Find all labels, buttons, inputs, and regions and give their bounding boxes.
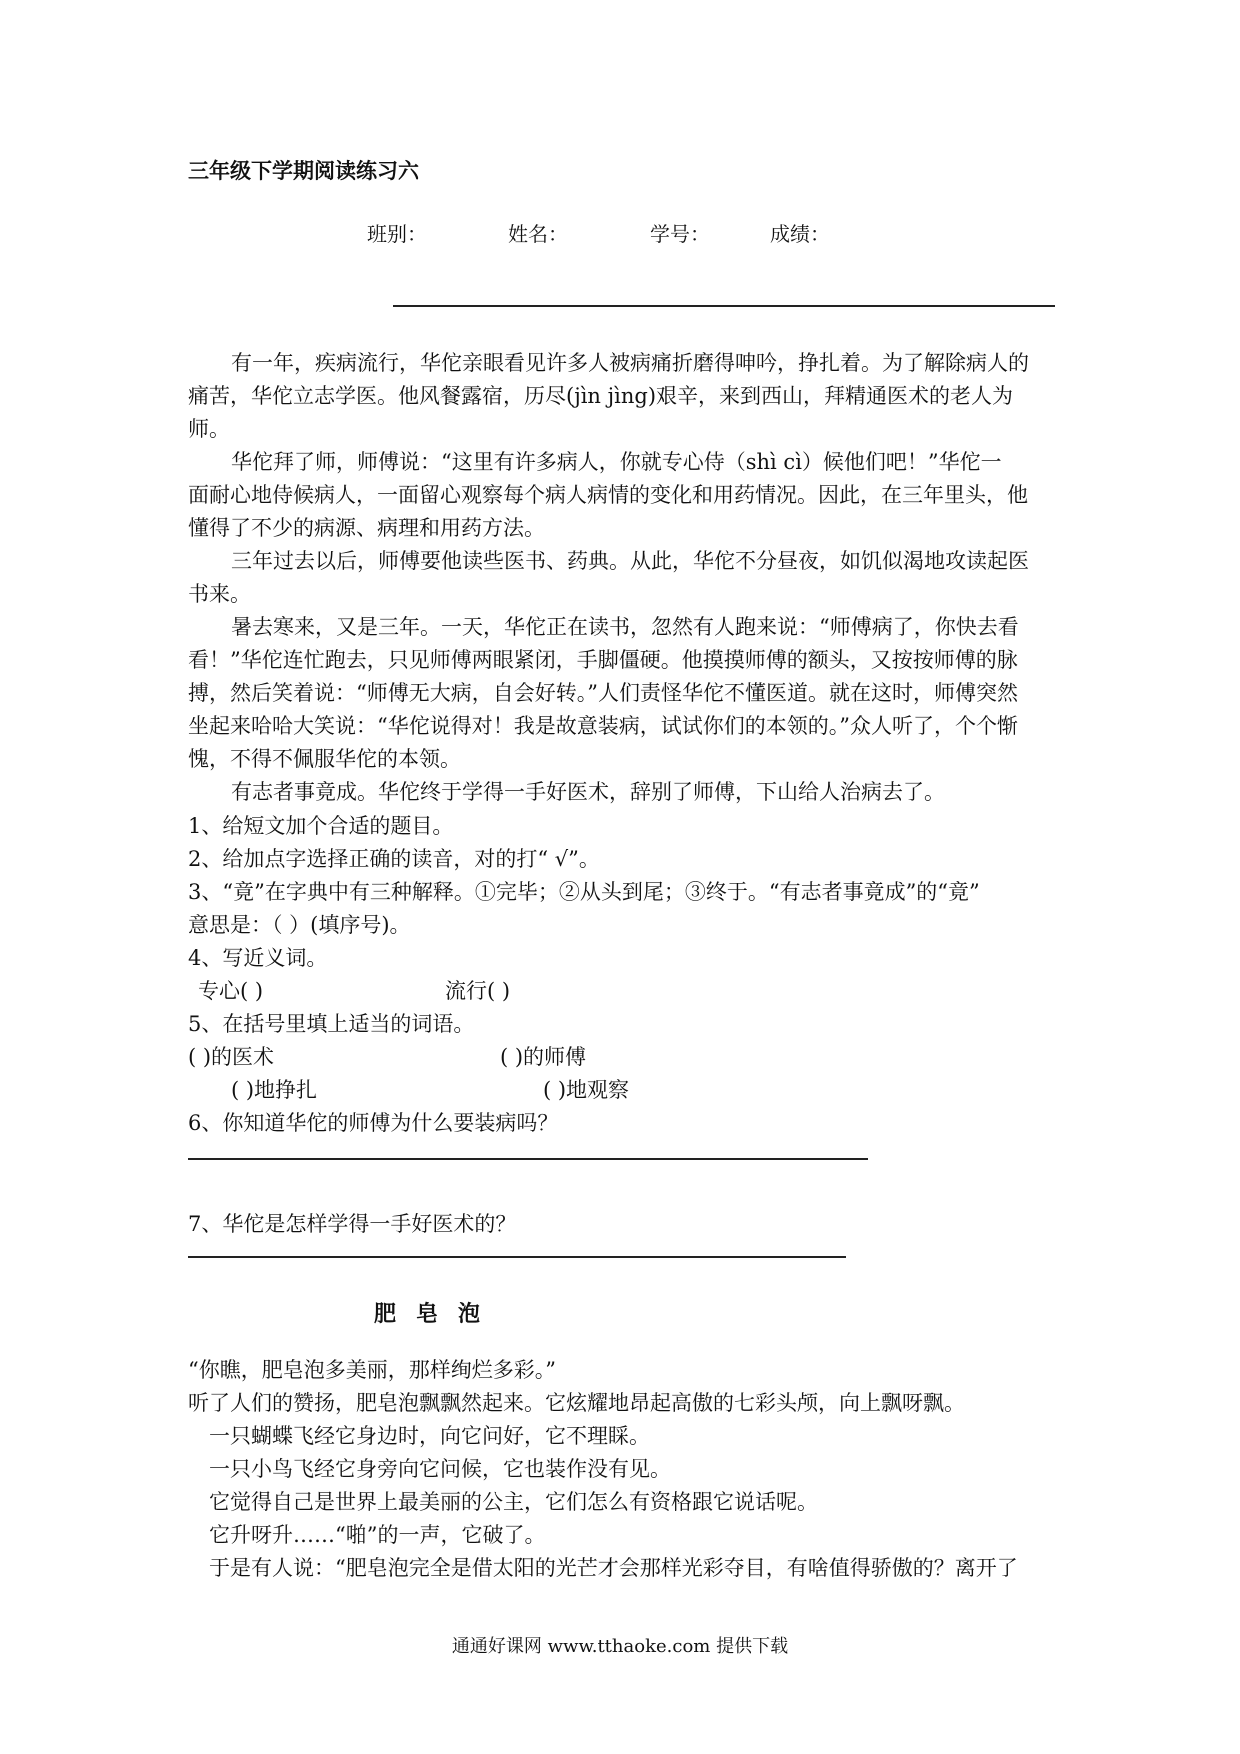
question-5: 5、在括号里填上适当的词语。 — [188, 1012, 475, 1036]
passage-line: 三年过去以后，师傅要他读些医书、药典。从此，华佗不分昼夜，如饥似渴地攻读起医 — [231, 549, 1029, 573]
synonym-blank-1: 专心( ) — [198, 979, 264, 1003]
word-blank-a: ( )的医术 — [188, 1045, 275, 1069]
word-blank-b: ( )的师傅 — [500, 1045, 587, 1069]
page-title: 三年级下学期阅读练习六 — [188, 158, 419, 183]
question-7: 7、华佗是怎样学得一手好医术的？ — [188, 1212, 517, 1236]
answer-line-7 — [188, 1256, 846, 1258]
soap-line: 它升呀升……“啪”的一声，它破了。 — [209, 1523, 546, 1547]
passage-line: 华佗拜了师，师傅说：“这里有许多病人，你就专心侍（shì cì）候他们吧！”华佗一 — [231, 450, 1002, 474]
passage-line: 看！”华佗连忙跑去，只见师傅两眼紧闭，手脚僵硬。他摸摸师傅的额头，又按按师傅的脉 — [188, 648, 1018, 672]
question-4: 4、写近义词。 — [188, 946, 328, 970]
header-rule — [393, 305, 1055, 307]
passage-line: 坐起来哈哈大笑说：“华佗说得对！我是故意装病，试试你们的本领的。”众人听了，个个惭 — [188, 714, 1018, 738]
passage-line: 懂得了不少的病源、病理和用药方法。 — [188, 516, 545, 540]
answer-line-6 — [188, 1158, 868, 1160]
passage-line: 面耐心地侍候病人，一面留心观察每个病人病情的变化和用药情况。因此，在三年里头，他 — [188, 483, 1028, 507]
passage-line: 有志者事竟成。华佗终于学得一手好医术，辞别了师傅，下山给人治病去了。 — [231, 780, 945, 804]
passage-line: 师。 — [188, 417, 230, 441]
soap-line: 于是有人说：“肥皂泡完全是借太阳的光芒才会那样光彩夺目，有啥值得骄傲的？离开了 — [209, 1556, 1018, 1580]
question-3-answer: 意思是：（ ）(填序号)。 — [188, 913, 411, 937]
soap-line: “你瞧，肥皂泡多美丽，那样绚烂多彩。” — [188, 1358, 556, 1382]
question-3: 3、“竟”在字典中有三种解释。①完毕；②从头到尾；③终于。“有志者事竟成”的“竟” — [188, 880, 980, 904]
soap-line: 一只小鸟飞经它身旁向它问候，它也装作没有见。 — [209, 1457, 671, 1481]
passage-line: 有一年，疾病流行，华佗亲眼看见许多人被病痛折磨得呻吟，挣扎着。为了解除病人的 — [231, 351, 1029, 375]
score-label: 成绩： — [770, 222, 830, 246]
soap-line: 听了人们的赞扬，肥皂泡飘飘然起来。它炫耀地昂起高傲的七彩头颅，向上飘呀飘。 — [188, 1391, 965, 1415]
question-1: 1、给短文加个合适的题目。 — [188, 814, 454, 838]
synonym-blank-2: 流行( ) — [445, 979, 511, 1003]
soap-bubble-title: 肥皂泡 — [374, 1301, 501, 1327]
number-label: 学号： — [650, 222, 710, 246]
passage-line: 搏，然后笑着说：“师傅无大病，自会好转。”人们责怪华佗不懂医道。就在这时，师傅突然 — [188, 681, 1018, 705]
question-6: 6、你知道华佗的师傅为什么要装病吗？ — [188, 1111, 559, 1135]
soap-line: 它觉得自己是世界上最美丽的公主，它们怎么有资格跟它说话呢。 — [209, 1490, 818, 1514]
passage-line: 痛苦，华佗立志学医。他风餐露宿，历尽(jìn jìng)艰辛，来到西山，拜精通医术的老人为 — [188, 384, 1014, 408]
soap-line: 一只蝴蝶飞经它身边时，向它问好，它不理睬。 — [209, 1424, 650, 1448]
word-blank-c: ( )地挣扎 — [231, 1078, 318, 1102]
word-blank-d: ( )地观察 — [543, 1078, 630, 1102]
class-label: 班别： — [367, 222, 427, 246]
name-label: 姓名： — [508, 222, 568, 246]
question-2: 2、给加点字选择正确的读音，对的打“ √”。 — [188, 847, 600, 871]
footer-source: 通通好课网 www.tthaoke.com 提供下载 — [451, 1636, 789, 1657]
passage-line: 愧，不得不佩服华佗的本领。 — [188, 747, 461, 771]
passage-line: 书来。 — [188, 582, 251, 606]
passage-line: 暑去寒来，又是三年。一天，华佗正在读书，忽然有人跑来说：“师傅病了，你快去看 — [231, 615, 1019, 639]
